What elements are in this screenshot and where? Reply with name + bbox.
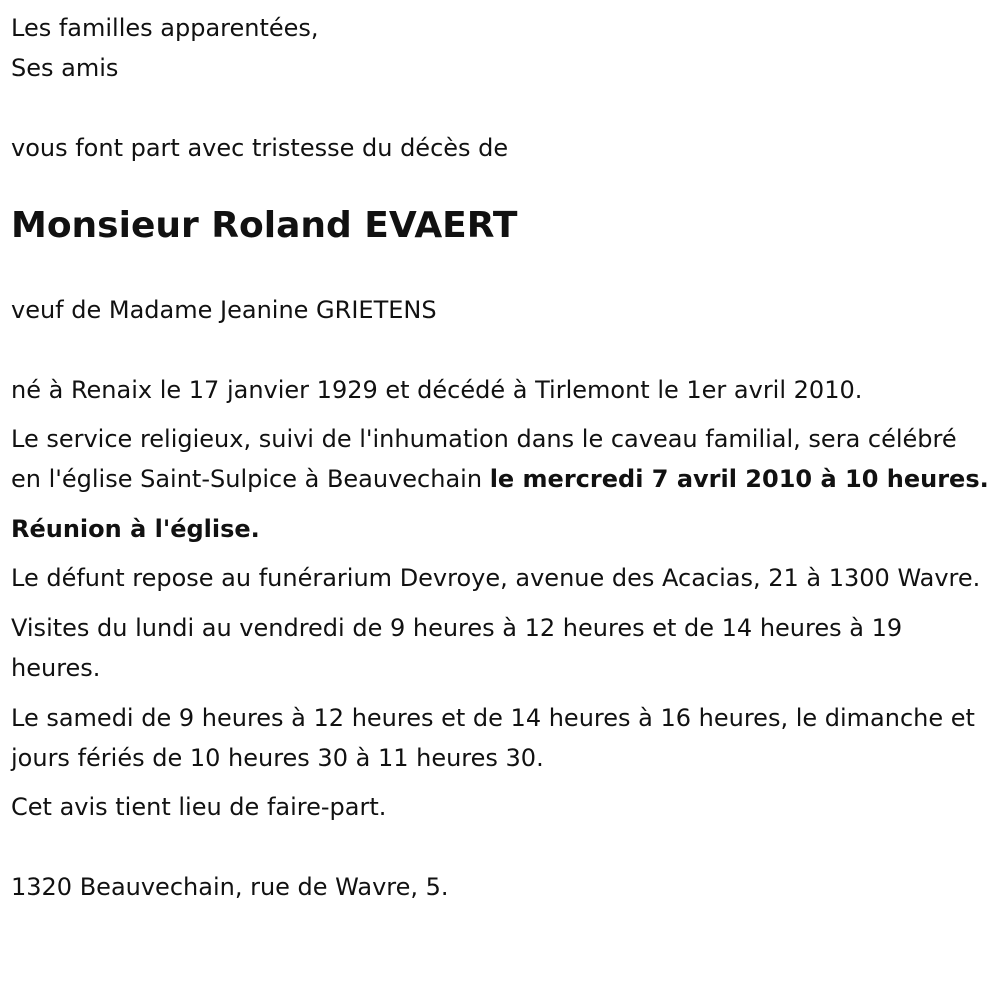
widower-line: veuf de Madame Jeanine GRIETENS [11,296,437,324]
obituary-notice [11,8,991,907]
service-datetime: le mercredi 7 avril 2010 à 10 heures. [489,465,989,493]
deceased-name: Monsieur Roland EVAERT [11,205,518,246]
visits-weekdays-paragraph: Visites du lundi au vendredi de 9 heures à 12 heures et de 14 heures à 19 heures. [11,614,903,682]
meeting-line: Réunion à l'église. [11,515,260,543]
repose-paragraph: Le défunt repose au funérarium Devroye, avenue des Acacias, 21 à 1300 Wavre. [11,564,981,592]
service-paragraph [11,419,991,499]
notice-line: Cet avis tient lieu de faire-part. [11,793,387,821]
address-line: 1320 Beauvechain, rue de Wavre, 5. [11,873,449,901]
friends-line: Ses amis [11,54,119,82]
families-line: Les familles apparentées, [11,14,319,42]
visits-weekend-paragraph: Le samedi de 9 heures à 12 heures et de 14 heures à 16 heures, le dimanche et jours fériés de 10 heures 30 à 11 heures 30. [11,704,975,772]
intro-line: vous font part avec tristesse du décès de [11,134,509,162]
service-text: Le service religieux, suivi de l'inhumation dans le caveau familial, sera célébré en l'église Saint-Sulpice à Beauvechain [11,425,957,493]
birth-death-line: né à Renaix le 17 janvier 1929 et décédé à Tirlemont le 1er avril 2010. [11,376,863,404]
